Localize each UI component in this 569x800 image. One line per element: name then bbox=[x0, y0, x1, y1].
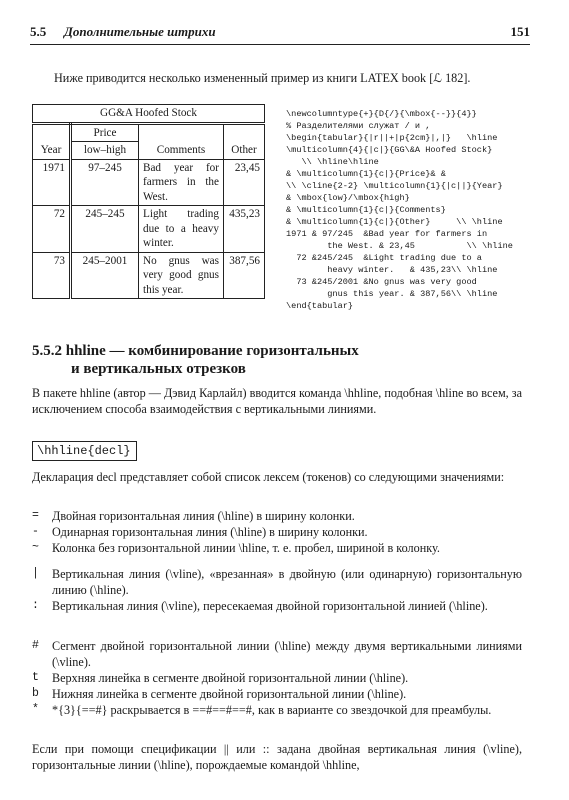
token-symbol: | bbox=[32, 567, 39, 580]
token-description: Верхняя линейка в сегменте двойной горизонтальной линии (\hline). bbox=[52, 671, 409, 685]
section-heading bbox=[32, 342, 532, 378]
list-item bbox=[32, 670, 532, 686]
code-line: 73 &245/2001 &No gnus was very good bbox=[286, 277, 477, 287]
code-line: 1971 & 97/245 &Bad year for farmers in bbox=[286, 229, 488, 239]
section-heading-number: 5.5.2 bbox=[32, 343, 62, 359]
token-description: *{3}{==#} раскрывается в ==#==#==#, как в варианте со звездочкой для преамбулы. bbox=[52, 703, 492, 717]
list-item bbox=[32, 702, 532, 718]
code-line: 72 &245/245 &Light trading due to a bbox=[286, 253, 482, 263]
code-line: & \multicolumn{1}{c|}{Price}& & bbox=[286, 169, 446, 179]
token-description: Сегмент двойной горизонтальной линии (\hline) между двумя вертикальными линиями (\vline). bbox=[52, 639, 522, 669]
code-line: \begin{tabular}{|r||+|p{2cm}|,|} \hline bbox=[286, 133, 498, 143]
cell-comment: Bad year for farmers in the West. bbox=[139, 159, 224, 206]
code-line: \\ \hline\hline bbox=[286, 157, 379, 167]
hoofed-stock-table bbox=[32, 104, 265, 299]
cell-year: 73 bbox=[33, 252, 71, 299]
header-rule bbox=[30, 44, 530, 45]
header-cell-empty bbox=[33, 123, 71, 142]
code-listing bbox=[286, 96, 558, 324]
token-symbol: * bbox=[32, 703, 39, 716]
intro-paragraph: Ниже приводится несколько измененный пример из книги LATEX book [ℒ 182]. bbox=[54, 71, 471, 85]
cell-other: 23,45 bbox=[224, 159, 265, 206]
section-number: 5.5 bbox=[30, 24, 47, 39]
list-item bbox=[32, 566, 532, 598]
header-lowhigh: low–high bbox=[71, 142, 139, 160]
code-line: & \mbox{low}/\mbox{high} bbox=[286, 193, 410, 203]
cell-year: 1971 bbox=[33, 159, 71, 206]
cell-price: 97–245 bbox=[71, 159, 139, 206]
token-description: Двойная горизонтальная линия (\hline) в ширину колонки. bbox=[52, 509, 355, 523]
cell-comment: Light trading due to a heavy winter. bbox=[139, 206, 224, 253]
token-description: Колонка без горизонтальной линии \hline, т. е. пробел, шириной в колонку. bbox=[52, 541, 440, 555]
syntax-box: \hhline{decl} bbox=[32, 441, 137, 461]
token-symbol: b bbox=[32, 687, 39, 700]
table-title: GG&A Hoofed Stock bbox=[33, 105, 265, 124]
code-line: & \multicolumn{1}{c|}{Comments} bbox=[286, 205, 446, 215]
list-item bbox=[32, 540, 532, 556]
cell-comment: No gnus was very good gnus this year. bbox=[139, 252, 224, 299]
table-row bbox=[33, 206, 265, 253]
list-item bbox=[32, 598, 532, 614]
token-symbol: - bbox=[32, 525, 39, 538]
running-head bbox=[30, 24, 530, 44]
token-description: Нижняя линейка в сегменте двойной горизонтальной линии (\hline). bbox=[52, 687, 407, 701]
cell-other: 435,23 bbox=[224, 206, 265, 253]
cell-price: 245–2001 bbox=[71, 252, 139, 299]
code-line: \multicolumn{4}{|c|}{GG\&A Hoofed Stock} bbox=[286, 145, 493, 155]
token-symbol: t bbox=[32, 671, 39, 684]
code-line: gnus this year. & 387,56\\ \hline bbox=[286, 289, 498, 299]
code-line: the West. & 23,45 \\ \hline bbox=[286, 241, 513, 251]
header-price: Price bbox=[71, 123, 139, 142]
header-year: Year bbox=[33, 142, 71, 160]
section-heading-title-line2: и вертикальных отрезков bbox=[71, 361, 246, 377]
list-item bbox=[32, 686, 532, 702]
header-cell-empty bbox=[139, 123, 224, 142]
token-description: Вертикальная линия (\vline), пересекаемая двойной горизонтальной линией (\hline). bbox=[52, 599, 488, 613]
list-item bbox=[32, 508, 532, 524]
table-row bbox=[33, 252, 265, 299]
token-description: Одинарная горизонтальная линия (\hline) в ширину колонки. bbox=[52, 525, 368, 539]
token-symbol: = bbox=[32, 509, 39, 522]
list-item bbox=[32, 524, 532, 540]
body-paragraph: В пакете hhline (автор — Дэвид Карлайл) вводится команда \hhline, подобная \hline во всем, за исключением способа взаимодействия с вертикальными линиями. bbox=[32, 386, 522, 416]
header-cell-empty bbox=[224, 123, 265, 142]
section-title: Дополнительные штрихи bbox=[64, 24, 216, 39]
code-line: \newcolumntype{+}{D{/}{\mbox{--}}{4}} bbox=[286, 109, 477, 119]
token-symbol: # bbox=[32, 639, 39, 652]
page-number: 151 bbox=[510, 24, 530, 39]
token-symbol: ~ bbox=[32, 541, 39, 554]
code-line: \\ \cline{2-2} \multicolumn{1}{|c||}{Year} bbox=[286, 181, 503, 191]
section-heading-title: hhline — комбинирование горизонтальных bbox=[65, 343, 359, 359]
token-symbol: : bbox=[32, 599, 39, 612]
table-row bbox=[33, 159, 265, 206]
token-description: Вертикальная линия (\vline), «врезанная» в двойную (или одинарную) горизонтальную линию (\hline). bbox=[52, 567, 522, 597]
body-paragraph: Если при помощи спецификации || или :: задана двойная вертикальная линия (\vline), горизонтальные линии (\hline), порождаемые командой \hhline, bbox=[32, 742, 522, 772]
cell-price: 245–245 bbox=[71, 206, 139, 253]
cell-other: 387,56 bbox=[224, 252, 265, 299]
code-line: & \multicolumn{1}{c|}{Other} \\ \hline bbox=[286, 217, 503, 227]
code-line: \end{tabular} bbox=[286, 301, 354, 311]
body-paragraph: Декларация decl представляет собой список лексем (токенов) со следующими значениями: bbox=[32, 470, 505, 484]
code-line: % Разделителями служат / и , bbox=[286, 121, 431, 131]
code-line: heavy winter. & 435,23\\ \hline bbox=[286, 265, 498, 275]
list-item bbox=[32, 638, 532, 670]
cell-year: 72 bbox=[33, 206, 71, 253]
header-comments: Comments bbox=[139, 142, 224, 160]
header-other: Other bbox=[224, 142, 265, 160]
